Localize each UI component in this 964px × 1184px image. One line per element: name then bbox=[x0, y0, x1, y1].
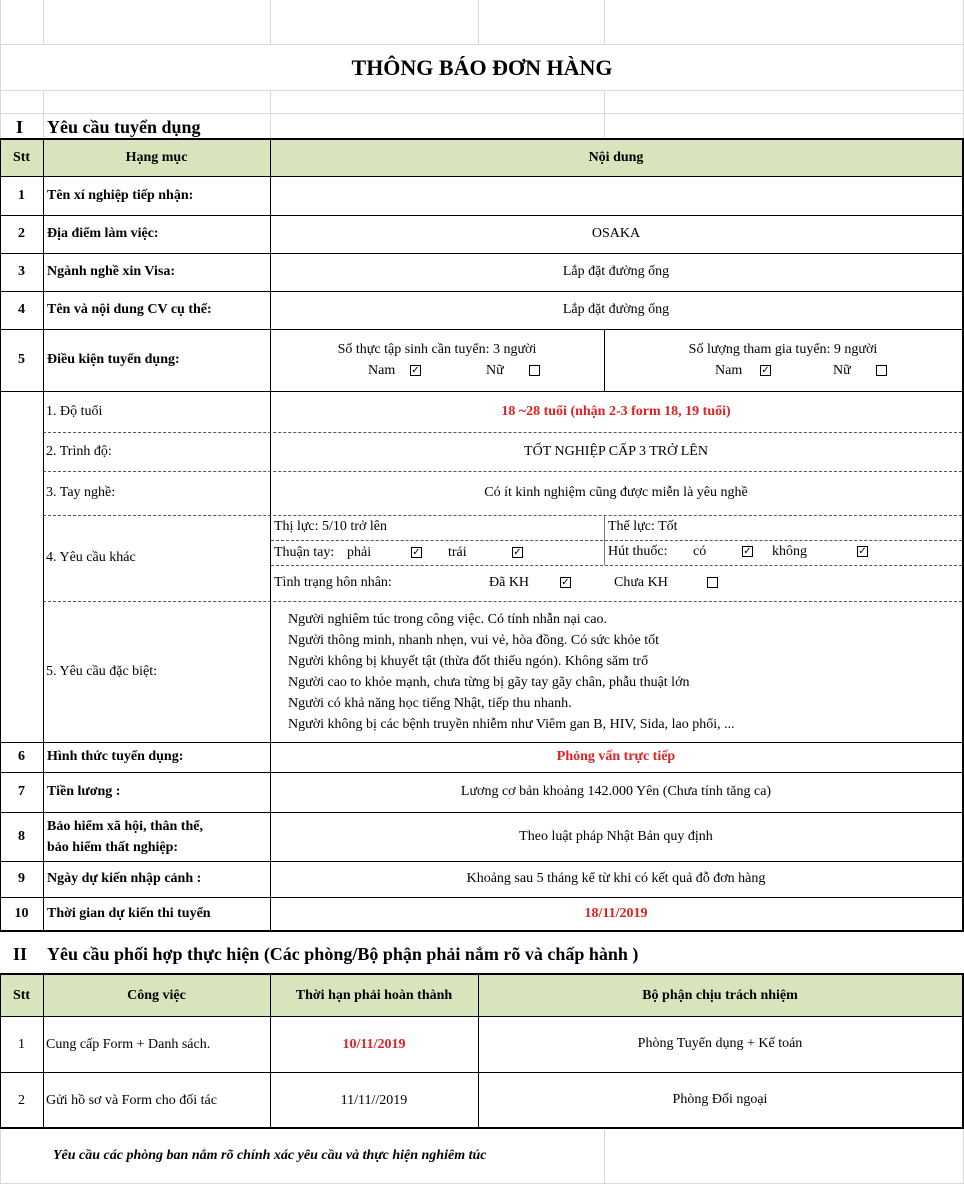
special-line: Người cao to khỏe mạnh, chưa từng bị gãy tay gãy chân, phẫu thuật lớn bbox=[288, 675, 690, 690]
grid-line bbox=[43, 90, 44, 138]
other-label: 4. Yêu cầu khác bbox=[46, 550, 136, 565]
row-value: 18/11/2019 bbox=[584, 906, 648, 921]
task-deadline: 10/11/2019 bbox=[342, 1037, 406, 1052]
education-value: TỐT NGHIỆP CẤP 3 TRỞ LÊN bbox=[524, 444, 708, 459]
task-stt: 1 bbox=[18, 1037, 25, 1052]
physical-text: Thể lực: Tốt bbox=[608, 519, 678, 534]
smoking-no-label: không bbox=[772, 544, 807, 559]
right-hand-checkbox[interactable]: ✓ bbox=[412, 547, 421, 558]
age-value: 18 ~28 tuổi (nhận 2-3 form 18, 19 tuổi) bbox=[501, 404, 731, 419]
row-stt: 5 bbox=[18, 352, 25, 367]
right-hand-label: phải bbox=[347, 545, 372, 560]
grid-line bbox=[604, 1128, 605, 1184]
header-stt: Stt bbox=[12, 150, 31, 165]
header-deadline: Thời hạn phải hoàn thành bbox=[295, 988, 453, 1003]
sub-row-border bbox=[271, 565, 962, 566]
header-department: Bộ phận chịu trách nhiệm bbox=[642, 988, 798, 1003]
grid-line bbox=[0, 90, 964, 91]
header-stt: Stt bbox=[12, 988, 31, 1003]
row-stt: 10 bbox=[14, 906, 29, 921]
special-line: Người có khả năng học tiếng Nhật, tiếp thu nhanh. bbox=[288, 696, 572, 711]
male-checkbox[interactable]: ✓ bbox=[761, 365, 770, 376]
skill-label: 3. Tay nghề: bbox=[46, 485, 116, 500]
female-checkbox[interactable] bbox=[876, 365, 887, 376]
sub-row-border bbox=[43, 471, 962, 472]
male-label: Nam bbox=[715, 363, 743, 378]
special-line: Người thông minh, nhanh nhẹn, vui vẻ, hòa đồng. Có sức khỏe tốt bbox=[288, 633, 659, 648]
education-label: 2. Trình độ: bbox=[46, 444, 112, 459]
task-deadline: 11/11//2019 bbox=[340, 1093, 408, 1108]
age-label: 1. Độ tuổi bbox=[46, 404, 103, 419]
row-border bbox=[0, 215, 964, 216]
row-stt: 6 bbox=[18, 749, 25, 764]
row-stt: 7 bbox=[18, 784, 25, 799]
grid-line bbox=[270, 90, 271, 138]
male-checkbox[interactable]: ✓ bbox=[411, 365, 420, 376]
row-label: Thời gian dự kiến thi tuyển bbox=[47, 906, 211, 921]
footer-note: Yêu cầu các phòng ban nắm rõ chính xác yêu cầu và thực hiện nghiêm túc bbox=[53, 1148, 487, 1163]
single-label: Chưa KH bbox=[614, 575, 668, 590]
task-stt: 2 bbox=[18, 1093, 25, 1108]
special-line: Người không bị các bệnh truyền nhiễm như Viêm gan B, HIV, Sida, lao phổi, ... bbox=[288, 717, 735, 732]
row-stt: 3 bbox=[18, 264, 25, 279]
row-label: Tiền lương : bbox=[47, 784, 121, 799]
female-label: Nữ bbox=[486, 363, 504, 378]
left-hand-checkbox[interactable]: ✓ bbox=[513, 547, 522, 558]
grid-line bbox=[270, 0, 271, 44]
row-label: Tên và nội dung CV cụ thể: bbox=[47, 302, 212, 317]
female-checkbox[interactable] bbox=[529, 365, 540, 376]
section-1-number: I bbox=[16, 117, 24, 137]
header-item: Hạng mục bbox=[125, 150, 188, 165]
grid-line bbox=[43, 0, 44, 44]
table-border bbox=[0, 1127, 964, 1129]
task-work: Cung cấp Form + Danh sách. bbox=[46, 1037, 211, 1052]
smoking-yes-label: có bbox=[693, 544, 707, 559]
row-border bbox=[0, 861, 964, 862]
table-border bbox=[0, 1016, 964, 1017]
row-label: Điều kiện tuyển dụng: bbox=[47, 352, 180, 367]
row-label: bảo hiểm thất nghiệp: bbox=[47, 840, 179, 855]
skill-value: Có ít kinh nghiệm cũng được miễn là yêu nghề bbox=[484, 485, 748, 500]
grid-line bbox=[604, 90, 605, 138]
page-title: THÔNG BÁO ĐƠN HÀNG bbox=[351, 55, 613, 80]
task-department: Phòng Tuyển dụng + Kế toán bbox=[637, 1036, 803, 1051]
row-label: Ngành nghề xin Visa: bbox=[47, 264, 175, 279]
section-2-number: II bbox=[13, 944, 28, 964]
row-border bbox=[0, 812, 964, 813]
section-2-title: Yêu cầu phối hợp thực hiện (Các phòng/Bộ phận phải nắm rõ và chấp hành ) bbox=[47, 944, 639, 964]
special-line: Người không bị khuyết tật (thừa đốt thiếu ngón). Không săm trổ bbox=[288, 654, 649, 669]
row-border bbox=[0, 772, 964, 773]
row-border bbox=[0, 176, 964, 177]
header-content: Nội dung bbox=[588, 150, 644, 165]
table-border bbox=[0, 930, 964, 932]
row-label: Ngày dự kiến nhập cảnh : bbox=[47, 871, 202, 886]
row-border bbox=[0, 291, 964, 292]
smoking-no-checkbox[interactable]: ✓ bbox=[858, 546, 867, 557]
row-label: Địa điểm làm việc: bbox=[47, 226, 159, 241]
row-value: Lắp đặt đường ống bbox=[562, 264, 670, 279]
section-1-title: Yêu cầu tuyển dụng bbox=[47, 117, 201, 137]
married-checkbox[interactable]: ✓ bbox=[561, 577, 570, 588]
male-label: Nam bbox=[368, 363, 396, 378]
sub-row-border bbox=[271, 540, 962, 541]
grid-line bbox=[0, 1128, 1, 1184]
handedness-label: Thuận tay: bbox=[274, 545, 335, 560]
row-border bbox=[0, 329, 964, 330]
smoking-yes-checkbox[interactable]: ✓ bbox=[743, 546, 752, 557]
married-label: Đã KH bbox=[489, 575, 530, 590]
row-stt: 8 bbox=[18, 829, 25, 844]
row-label: Hình thức tuyển dụng: bbox=[47, 749, 184, 764]
single-checkbox[interactable] bbox=[707, 577, 718, 588]
marital-label: Tình trạng hôn nhân: bbox=[274, 575, 392, 590]
sub-row-border bbox=[43, 515, 962, 516]
row-stt: 4 bbox=[18, 302, 25, 317]
grid-line bbox=[604, 0, 605, 44]
grid-line bbox=[0, 44, 964, 45]
row-border bbox=[0, 897, 964, 898]
table-border bbox=[0, 1072, 964, 1073]
task-department: Phòng Đối ngoại bbox=[672, 1092, 768, 1107]
row-stt: 2 bbox=[18, 226, 25, 241]
row-border bbox=[0, 253, 964, 254]
special-label: 5. Yêu cầu đặc biệt: bbox=[46, 664, 158, 679]
cell-border bbox=[604, 516, 605, 565]
header-work: Công việc bbox=[127, 988, 186, 1003]
row-stt: 1 bbox=[18, 188, 25, 203]
row-value: Phỏng vấn trực tiếp bbox=[556, 749, 676, 764]
smoking-label: Hút thuốc: bbox=[608, 544, 668, 559]
sub-row-border bbox=[43, 601, 962, 602]
row-value: OSAKA bbox=[591, 226, 641, 241]
table-border bbox=[0, 973, 964, 975]
row-value: Theo luật pháp Nhật Bản quy định bbox=[519, 829, 713, 844]
left-hand-label: trái bbox=[448, 545, 467, 560]
row-value: Khoảng sau 5 tháng kể từ khi có kết quả đỗ đơn hàng bbox=[466, 871, 766, 886]
row-label: Tên xí nghiệp tiếp nhận: bbox=[47, 188, 194, 203]
participant-count: Số lượng tham gia tuyển: 9 người bbox=[688, 342, 878, 357]
table-border bbox=[0, 138, 964, 140]
row-stt: 9 bbox=[18, 871, 25, 886]
row-border bbox=[0, 742, 964, 743]
task-work: Gửi hồ sơ và Form cho đối tác bbox=[46, 1093, 217, 1108]
trainee-count: Số thực tập sinh cần tuyển: 3 người bbox=[337, 342, 537, 357]
row-label: Bảo hiểm xã hội, thân thể, bbox=[47, 819, 203, 834]
female-label: Nữ bbox=[833, 363, 851, 378]
row-border bbox=[604, 329, 605, 391]
grid-line bbox=[478, 0, 479, 44]
row-border bbox=[0, 391, 964, 392]
grid-line bbox=[0, 113, 964, 114]
row-value: Lương cơ bản khoảng 142.000 Yên (Chưa tính tăng ca) bbox=[460, 784, 772, 799]
sub-row-border bbox=[43, 432, 962, 433]
vision-text: Thị lực: 5/10 trở lên bbox=[274, 519, 387, 534]
row-value: Lắp đặt đường ống bbox=[562, 302, 670, 317]
special-line: Người nghiêm túc trong công việc. Có tính nhẫn nại cao. bbox=[288, 612, 608, 627]
